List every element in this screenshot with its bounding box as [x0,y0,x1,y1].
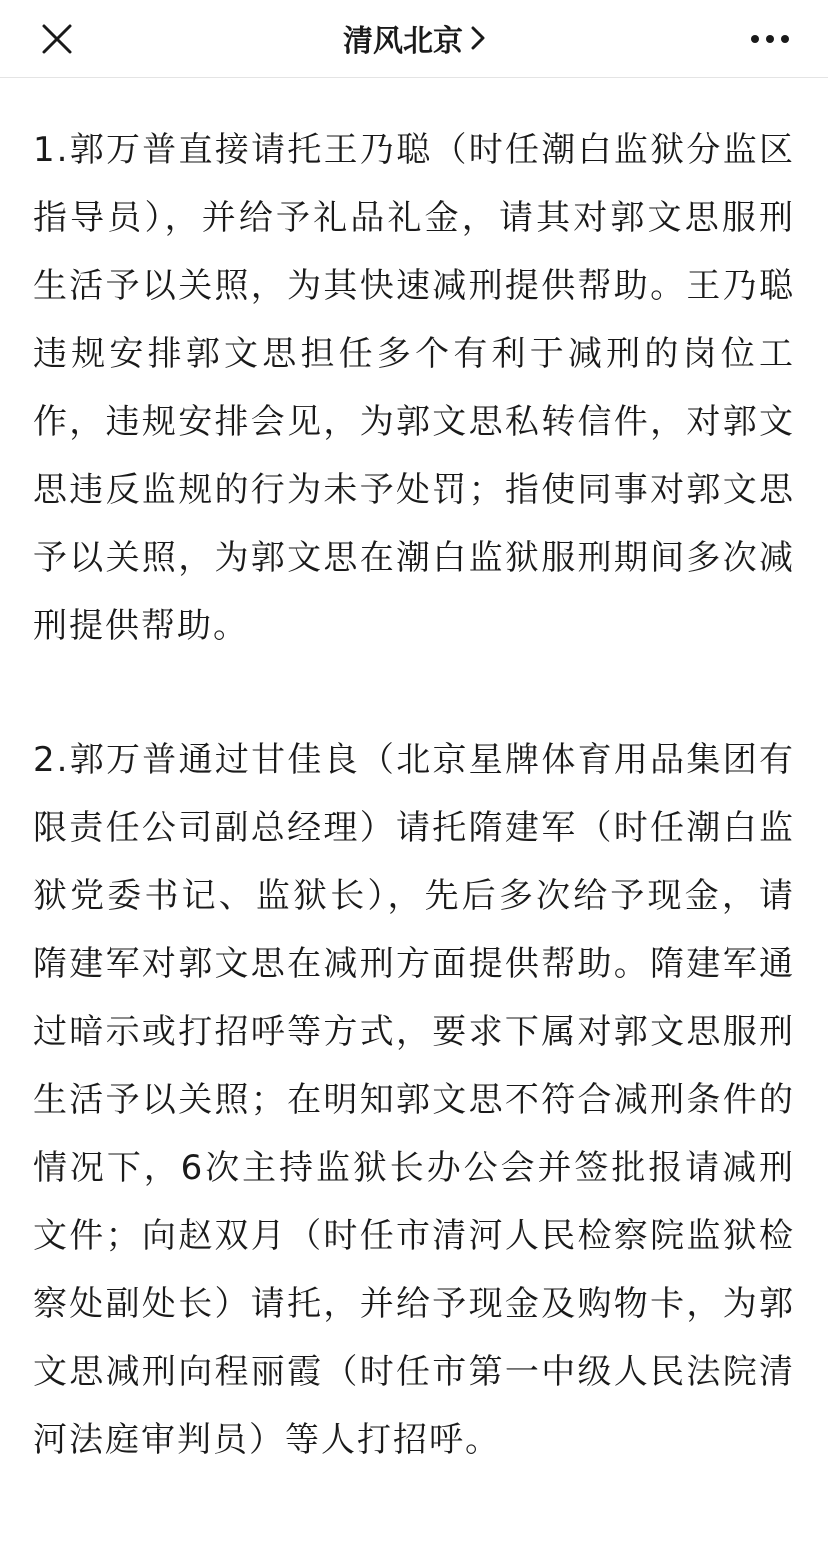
article-body [33,116,795,1474]
more-dots-icon [750,34,790,44]
more-button[interactable] [740,12,800,66]
article-paragraph-1: 1.郭万普直接请托王乃聪（时任潮白监狱分监区指导员），并给予礼品礼金，请其对郭文思服刑生活予以关照，为其快速减刑提供帮助。王乃聪违规安排郭文思担任多个有利于减刑的岗位工作，违规安排会见，为郭文思私转信件，对郭文思违反监规的行为未予处罚；指使同事对郭文思予以关照，为郭文思在潮白监狱服刑期间多次减刑提供帮助。 [33,130,795,646]
page-title: 清风北京 [343,24,463,59]
article-paragraph-2: 2.郭万普通过甘佳良（北京星牌体育用品集团有限责任公司副总经理）请托隋建军（时任潮白监狱党委书记、监狱长），先后多次给予现金，请隋建军对郭文思在减刑方面提供帮助。隋建军通过暗示或打招呼等方式，要求下属对郭文思服刑生活予以关照；在明知郭文思不符合减刑条件的情况下，6次主持监狱长办公会并签批报请减刑文件；向赵双月（时任市清河人民检察院监狱检察处副处长）请托，并给予现金及购物卡，为郭文思减刑向程丽霞（时任市第一中级人民法院清河法庭审判员）等人打招呼。 [33,740,795,1460]
account-title-link[interactable] [0,0,828,76]
chevron-right-icon [471,26,485,50]
top-nav-bar [0,0,828,78]
